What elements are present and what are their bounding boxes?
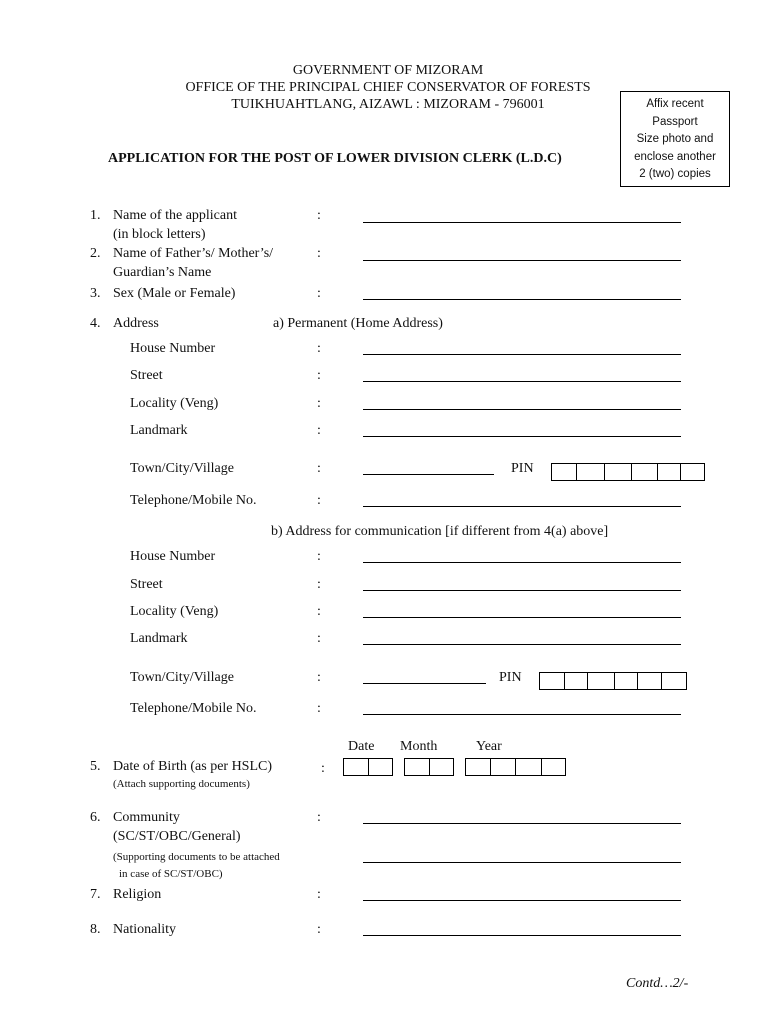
community-note-1: (Supporting documents to be attached [113,851,280,863]
perm-house-label: House Number [130,341,216,356]
comm-landmark-line[interactable] [363,644,681,645]
comm-street-label: Street [130,577,163,592]
perm-locality-label: Locality (Veng) [130,396,219,411]
comm-house-label: House Number [130,549,216,564]
nationality-label: Nationality [113,922,176,937]
photo-box-line: Size photo and [636,133,714,145]
colon: : [317,670,321,685]
field-2-label: Name of Father’s/ Mother’s/ [113,246,274,261]
colon: : [317,493,321,508]
colon: : [317,341,321,356]
perm-pin-label: PIN [511,461,534,476]
field-6-number: 6. [90,810,101,825]
comm-landmark-label: Landmark [130,631,188,646]
perm-town-label: Town/City/Village [130,461,234,476]
field-2-sublabel: Guardian’s Name [113,265,212,280]
dob-year-boxes[interactable] [465,758,566,776]
perm-landmark-line[interactable] [363,436,681,437]
dob-label: Date of Birth (as per HSLC) [113,759,273,774]
field-7-number: 7. [90,887,101,902]
colon: : [317,604,321,619]
guardian-name-line[interactable] [363,260,681,261]
colon: : [317,396,321,411]
community-label: Community [113,810,180,825]
perm-locality-line[interactable] [363,409,681,410]
comm-house-line[interactable] [363,562,681,563]
continued-note: Contd…2/- [626,976,689,991]
dob-month-boxes[interactable] [404,758,454,776]
field-3-number: 3. [90,286,101,301]
comm-town-label: Town/City/Village [130,670,234,685]
colon: : [321,761,325,776]
religion-line[interactable] [363,900,681,901]
community-sublabel: (SC/ST/OBC/General) [113,829,241,844]
photo-box-line: Affix recent [646,98,704,110]
colon: : [317,577,321,592]
community-documents-line[interactable] [363,862,681,863]
colon: : [317,701,321,716]
communication-address-heading: b) Address for communication [if different from 4(a) above] [271,524,609,539]
form-title: APPLICATION FOR THE POST OF LOWER DIVISION CLERK (L.D.C) [108,151,562,166]
field-3-label: Sex (Male or Female) [113,286,236,301]
photo-box-line: 2 (two) copies [639,168,711,180]
header-line-2: OFFICE OF THE PRINCIPAL CHIEF CONSERVATOR OF FORESTS [185,80,591,95]
comm-pin-boxes[interactable] [539,672,687,690]
colon: : [317,286,321,301]
perm-town-line[interactable] [363,474,494,475]
colon: : [317,631,321,646]
colon: : [317,461,321,476]
comm-locality-line[interactable] [363,617,681,618]
sex-line[interactable] [363,299,681,300]
perm-landmark-label: Landmark [130,423,188,438]
colon: : [317,423,321,438]
comm-phone-label: Telephone/Mobile No. [130,701,257,716]
photo-box-line: Passport [652,115,698,128]
colon: : [317,810,321,825]
dob-date-label: Date [348,739,375,754]
perm-street-label: Street [130,368,163,383]
permanent-address-heading: a) Permanent (Home Address) [273,316,443,331]
perm-house-line[interactable] [363,354,681,355]
field-1-label: Name of the applicant [113,208,238,223]
nationality-line[interactable] [363,935,681,936]
photo-box[interactable] [620,91,730,187]
perm-phone-line[interactable] [363,506,681,507]
field-2-number: 2. [90,246,101,261]
dob-year-label: Year [476,739,502,754]
perm-phone-label: Telephone/Mobile No. [130,493,257,508]
colon: : [317,887,321,902]
field-1-sublabel: (in block letters) [113,227,206,242]
religion-label: Religion [113,887,162,902]
comm-phone-line[interactable] [363,714,681,715]
perm-street-line[interactable] [363,381,681,382]
comm-pin-label: PIN [499,670,522,685]
header-line-3: TUIKHUAHTLANG, AIZAWL : MIZORAM - 796001 [231,97,545,112]
field-4-label: Address [113,316,159,331]
colon: : [317,246,321,261]
colon: : [317,368,321,383]
comm-town-line[interactable] [363,683,486,684]
field-8-number: 8. [90,922,101,937]
field-5-number: 5. [90,759,101,774]
field-4-number: 4. [90,316,101,331]
community-line[interactable] [363,823,681,824]
colon: : [317,549,321,564]
comm-street-line[interactable] [363,590,681,591]
comm-locality-label: Locality (Veng) [130,604,219,619]
photo-box-line: enclose another [634,150,716,163]
dob-date-boxes[interactable] [343,758,393,776]
applicant-name-line[interactable] [363,222,681,223]
community-note-2: in case of SC/ST/OBC) [119,868,223,880]
header-line-1: GOVERNMENT OF MIZORAM [292,63,484,78]
perm-pin-boxes[interactable] [551,463,705,481]
field-1-number: 1. [90,208,101,223]
dob-month-label: Month [400,739,438,754]
dob-sublabel: (Attach supporting documents) [113,778,250,790]
colon: : [317,208,321,223]
colon: : [317,922,321,937]
